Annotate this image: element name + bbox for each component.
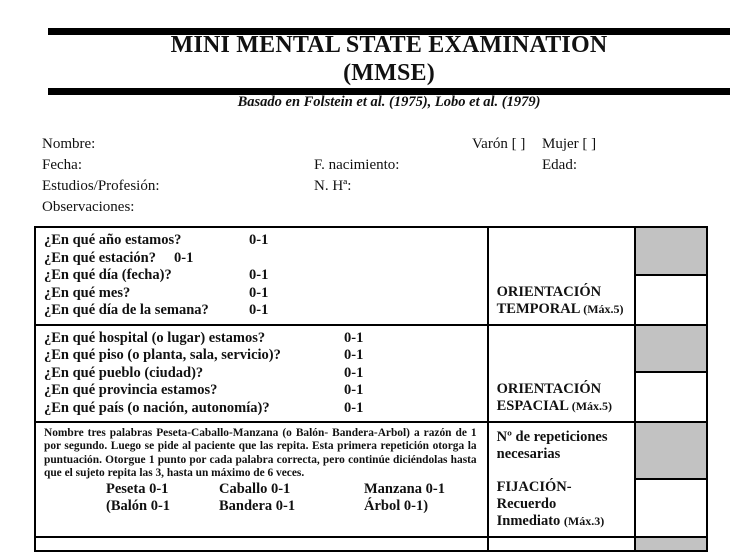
question-row — [44, 365, 487, 383]
word-manzana: Manzana 0-1 — [364, 480, 445, 497]
repeticiones-label — [497, 429, 631, 463]
score-box-shaded — [636, 538, 706, 550]
mmse-score-table — [34, 226, 708, 552]
question-row — [44, 382, 487, 400]
question-text: ¿En qué piso (o planta, sala, servicio)? — [44, 347, 281, 363]
question-text: ¿En qué día (fecha)? — [44, 267, 172, 283]
section-label-temporal — [489, 228, 637, 324]
section-next-partial — [36, 538, 708, 552]
score-column-partial — [636, 538, 708, 550]
word-balon: (Balón 0-1 — [106, 498, 171, 515]
question-row — [44, 232, 487, 250]
title-line-2: (MMSE) — [343, 60, 435, 86]
patient-header-fields — [42, 134, 732, 218]
checkbox-mujer[interactable]: Mujer [ ] — [542, 136, 597, 152]
label-f-nacimiento: F. nacimiento: — [314, 157, 400, 173]
section-label-text: Inmediato — [496, 513, 561, 529]
section-label-partial — [489, 538, 637, 550]
question-text: ¿En qué año estamos? — [44, 232, 182, 248]
score-box-entry[interactable] — [636, 276, 706, 324]
question-list-fijacion — [36, 423, 489, 536]
label-estudios-profesion: Estudios/Profesión: — [42, 178, 160, 194]
question-points: 0-1 — [249, 267, 269, 283]
question-text: ¿En qué pueblo (ciudad)? — [44, 364, 204, 381]
question-points: 0-1 — [174, 249, 194, 266]
word-caballo: Caballo 0-1 — [219, 480, 291, 497]
score-box-shaded — [636, 326, 706, 374]
question-text: ¿En qué estación? — [44, 249, 156, 266]
section-label-espacial — [489, 326, 637, 422]
section-label-max: (Máx.3) — [563, 514, 605, 528]
field-row-nombre — [42, 134, 732, 155]
section-label-line-2 — [497, 398, 631, 415]
field-row-observaciones — [42, 197, 732, 218]
section-fijacion — [36, 423, 708, 538]
question-row — [44, 347, 487, 365]
question-text: ¿En qué hospital (o lugar) estamos? — [44, 329, 266, 346]
section-orientacion-espacial — [36, 326, 708, 424]
question-list-partial — [36, 538, 489, 550]
question-points: 0-1 — [249, 284, 269, 301]
section-label-text: TEMPORAL — [496, 300, 580, 317]
question-row — [44, 400, 487, 418]
label-spacer — [497, 463, 631, 479]
word-row — [44, 498, 487, 516]
score-column-fijacion — [636, 423, 708, 536]
page-title — [48, 31, 730, 87]
question-row — [44, 302, 487, 320]
section-label-text: ESPACIAL — [496, 398, 569, 414]
section-label-line-1: ORIENTACIÓN — [496, 283, 602, 300]
question-row — [44, 330, 487, 348]
word-row — [44, 481, 487, 499]
word-arbol: Árbol 0-1) — [364, 498, 429, 515]
fijacion-label — [497, 479, 631, 530]
label-numero-historia: N. Hª: — [314, 178, 352, 194]
repeticiones-line-1: Nº de repeticiones — [496, 429, 608, 445]
question-list-espacial — [36, 326, 489, 422]
section-label-line-1: FIJACIÓN-Recuerdo — [496, 479, 572, 512]
score-box-shaded — [636, 228, 706, 276]
question-points: 0-1 — [249, 232, 269, 248]
question-text: ¿En qué provincia estamos? — [44, 382, 218, 398]
label-fecha: Fecha: — [42, 157, 82, 173]
score-column-temporal — [636, 228, 708, 324]
question-row — [44, 285, 487, 303]
question-points: 0-1 — [344, 329, 364, 346]
score-column-espacial — [636, 326, 708, 422]
field-row-fecha — [42, 155, 732, 176]
section-label-line-2 — [497, 301, 631, 318]
fijacion-instruction: Nombre tres palabras Peseta-Caballo-Manzana (o Balón- Bandera-Arbol) a razón de 1 por segundo. Luego se pide al paciente que las repita. Esta primera repetición otorga la puntuación. Otorgue 1 punto por cada palabra correcta, pero continúe diciéndolas hasta que el sujeto repita las 3, hasta un máximo de 6 veces. — [44, 427, 477, 480]
score-box-shaded — [636, 423, 706, 480]
word-peseta: Peseta 0-1 — [106, 480, 169, 497]
question-points: 0-1 — [344, 347, 364, 363]
field-row-estudios — [42, 176, 732, 197]
question-text: ¿En qué día de la semana? — [44, 302, 209, 318]
label-edad: Edad: — [542, 157, 577, 173]
question-points: 0-1 — [344, 364, 364, 381]
label-nombre: Nombre: — [42, 136, 96, 152]
title-line-1: MINI MENTAL STATE EXAMINATION — [170, 32, 608, 58]
section-orientacion-temporal — [36, 228, 708, 326]
question-text: ¿En qué país (o nación, autonomía)? — [44, 399, 270, 416]
section-label-max: (Máx.5) — [571, 399, 613, 413]
score-box-entry[interactable] — [636, 373, 706, 421]
section-label-max: (Máx.5) — [583, 301, 624, 316]
checkbox-varon[interactable]: Varón [ ] — [472, 136, 526, 152]
question-points: 0-1 — [344, 399, 364, 416]
question-text: ¿En qué mes? — [44, 284, 131, 301]
question-list-temporal — [36, 228, 489, 324]
question-row — [44, 250, 487, 268]
repeticiones-line-2: necesarias — [496, 446, 561, 462]
section-label-line-1: ORIENTACIÓN — [496, 381, 602, 397]
score-box-entry[interactable] — [636, 480, 706, 537]
label-observaciones: Observaciones: — [42, 199, 135, 215]
section-label-line-2 — [497, 513, 631, 530]
document-subtitle: Basado en Folstein et al. (1975), Lobo et al. (1979) — [237, 94, 541, 110]
section-label-fijacion — [489, 423, 637, 536]
question-row — [44, 267, 487, 285]
question-points: 0-1 — [344, 382, 364, 398]
word-bandera: Bandera 0-1 — [219, 498, 296, 515]
question-points: 0-1 — [249, 302, 269, 318]
